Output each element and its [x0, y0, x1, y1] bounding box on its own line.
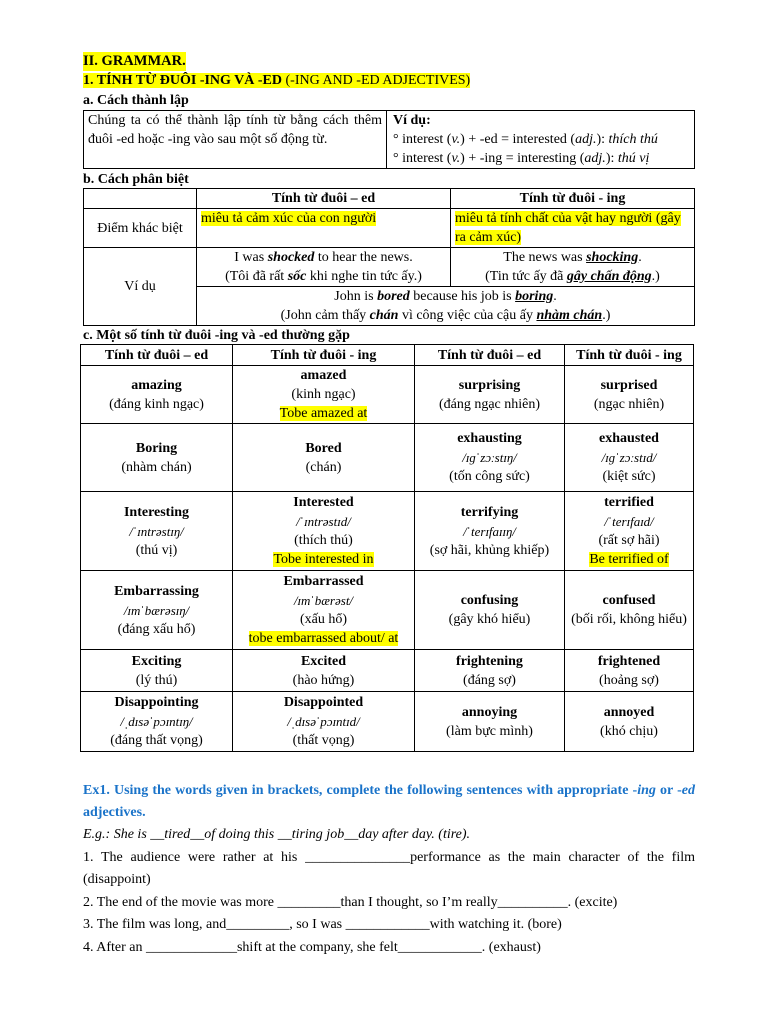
adj-meaning: (xấu hổ)	[299, 612, 348, 627]
adj-word: surprising	[458, 377, 521, 393]
combined-example	[197, 287, 695, 326]
text: ):	[596, 132, 609, 147]
comparison-table	[83, 188, 695, 326]
adj-ipa: /ˈterɪfaɪd/	[604, 514, 654, 529]
part-a-title: a. Cách thành lập	[83, 93, 189, 108]
header-ing-1: Tính từ đuôi - ing	[233, 345, 415, 366]
adj-meaning: (nhàm chán)	[121, 459, 192, 475]
vidu-label: Ví dụ:	[393, 113, 431, 128]
adj-word: surprised	[600, 377, 658, 393]
text: gây chấn động	[566, 269, 652, 284]
adj-word: Excited	[300, 653, 347, 669]
table-row	[81, 366, 694, 424]
text: John is	[334, 289, 378, 304]
text: .)	[602, 308, 611, 323]
text: boring	[515, 289, 554, 304]
ing-example-translation	[455, 267, 690, 286]
table-row	[81, 692, 694, 752]
adj-ipa: /ˌdɪsəˈpɔɪntɪŋ/	[120, 714, 193, 729]
adj-word: Bored	[305, 440, 342, 456]
text: ° interest (	[393, 132, 452, 147]
text: miêu tả tính chất của vật hay người (gây ra cảm xúc)	[455, 211, 681, 245]
text: (Tôi đã rất	[225, 269, 288, 284]
adj-cell	[415, 692, 565, 752]
ed-example-line	[201, 248, 446, 267]
adj-meaning: (đáng ngạc nhiên)	[438, 396, 541, 412]
adj-word: annoyed	[603, 704, 655, 720]
adj-word: Interested	[293, 495, 354, 510]
section-title-bold: 1. TÍNH TỪ ĐUÔI -ING VÀ -ED	[83, 73, 283, 88]
adj-cell	[415, 571, 565, 650]
adj-meaning: (tốn công sức)	[449, 469, 530, 484]
text: Ex1. Using the words given in brackets, complete the following sentences with appropriate -	[83, 783, 638, 798]
text: I was	[234, 250, 268, 265]
text: shocked	[267, 250, 315, 265]
text: ing	[637, 783, 656, 798]
adj-word: amazed	[300, 368, 347, 383]
adj-ipa: /ˈterɪfaɪɪŋ/	[463, 523, 516, 539]
adj-usage-note: Tobe interested in	[273, 552, 374, 567]
row-label-example: Ví dụ	[84, 248, 197, 326]
adj-meaning: (hoảng sợ)	[599, 672, 659, 688]
adj-cell	[81, 424, 233, 492]
text: ° interest (	[393, 151, 452, 166]
adj-ipa: /ɪɡˈzɔːstɪŋ/	[462, 450, 517, 465]
table-row	[81, 650, 694, 692]
adj-cell	[233, 692, 415, 752]
ed-example	[197, 248, 451, 287]
exercise-item: 4. After an _____________shift at the company, she felt____________. (exhaust)	[83, 939, 541, 955]
text: ):	[605, 151, 618, 166]
adj-cell	[565, 650, 694, 692]
adj-cell	[565, 424, 694, 492]
adj-meaning: (chán)	[305, 459, 342, 475]
adj-meaning: (đáng thất vọng)	[110, 733, 203, 748]
ed-difference	[197, 209, 451, 248]
text: because his job is	[409, 289, 516, 304]
ed-example-translation	[201, 267, 446, 286]
text: to hear the news.	[314, 250, 413, 265]
adj-meaning: (thích thú)	[294, 533, 353, 548]
adj-word: Interesting	[123, 504, 190, 520]
adj-word: Exciting	[131, 653, 182, 669]
adj-word: Embarrassing	[114, 583, 199, 599]
adj-word: terrified	[604, 495, 654, 510]
adj-word: exhausted	[599, 431, 659, 446]
grammar-heading-line	[83, 52, 695, 71]
adj-usage-note: Be terrified of	[589, 552, 669, 567]
exercise-item: 2. The end of the movie was more _________than I thought, so I’m really__________. (excite)	[83, 894, 618, 910]
adj-word: Boring	[135, 440, 178, 456]
section-title	[83, 73, 470, 88]
formation-example-2	[393, 149, 688, 168]
col-ed-header: Tính từ đuôi – ed	[197, 189, 451, 209]
adj-ipa: /ˈɪntrəstɪd/	[296, 514, 351, 529]
combined-example-translation	[201, 306, 690, 325]
adj-word: annoying	[461, 704, 518, 720]
part-c-title: c. Một số tính từ đuôi -ing và -ed thường gặp	[83, 328, 350, 343]
text: miêu tả cảm xúc của con người	[201, 211, 377, 226]
adj-ipa: /ɪmˈbærəst/	[293, 593, 354, 608]
adj-cell	[565, 366, 694, 424]
adj-word: Disappointing	[114, 695, 199, 710]
exercise-item: 3. The film was long, and_________, so I was ____________with watching it. (bore)	[83, 917, 562, 932]
text: nhàm chán	[536, 308, 603, 323]
header-ed-1: Tính từ đuôi – ed	[81, 345, 233, 366]
adj-word: confusing	[460, 593, 519, 608]
adj-meaning: (rất sợ hãi)	[598, 533, 660, 548]
adj-usage-note: Tobe amazed at	[279, 406, 368, 421]
text: ) + -ing = interesting (	[460, 151, 585, 166]
adj-meaning: (sợ hãi, khủng khiếp)	[429, 542, 550, 558]
section-title-line	[83, 71, 695, 90]
text: adj.	[584, 151, 606, 166]
formation-examples	[387, 111, 695, 169]
header-ed-2: Tính từ đuôi – ed	[415, 345, 565, 366]
adj-word: Embarrassed	[283, 574, 364, 589]
adj-word: confused	[602, 593, 656, 608]
text: adj.	[575, 132, 597, 147]
adj-cell	[81, 492, 233, 571]
table-row	[81, 492, 694, 571]
adj-meaning: (bối rối, không hiểu)	[571, 612, 687, 627]
adj-word: exhausting	[457, 431, 522, 446]
adj-cell	[565, 571, 694, 650]
text: or -	[655, 783, 682, 798]
exercise-title	[83, 780, 695, 824]
adj-ipa: /ɪɡˈzɔːstɪd/	[601, 450, 657, 465]
text: .)	[651, 269, 660, 284]
adj-cell	[233, 571, 415, 650]
part-b-title: b. Cách phân biệt	[83, 172, 189, 187]
formation-table	[83, 110, 695, 169]
adj-cell	[233, 424, 415, 492]
text: (Tin tức ấy đã	[485, 269, 567, 284]
table-row	[81, 571, 694, 650]
text: khi nghe tin tức ấy.)	[306, 269, 422, 284]
adj-cell	[415, 492, 565, 571]
adj-meaning: (thú vị)	[135, 542, 178, 558]
adj-ipa: /ɪmˈbærəsɪŋ/	[123, 602, 190, 618]
adj-meaning: (gây khó hiểu)	[448, 612, 531, 627]
adj-meaning: (lý thú)	[135, 672, 178, 688]
table-row	[81, 345, 694, 366]
adj-meaning: (đáng sợ)	[463, 672, 516, 688]
text: v.	[451, 132, 461, 147]
adj-word: Disappointed	[283, 695, 364, 710]
row-label-difference: Điểm khác biệt	[84, 209, 197, 248]
section-title-normal: (-ING AND -ED ADJECTIVES)	[282, 73, 471, 88]
text: ) + -ed = interested (	[460, 132, 576, 147]
formation-example-1	[393, 130, 688, 149]
adj-cell	[233, 650, 415, 692]
adj-meaning: (khó chịu)	[600, 723, 658, 739]
adjectives-table	[80, 344, 694, 752]
table-row	[84, 209, 695, 248]
adj-cell	[415, 650, 565, 692]
col-ing-header: Tính từ đuôi - ing	[451, 189, 695, 209]
adj-word: terrifying	[460, 504, 519, 520]
text: The news was	[503, 250, 587, 265]
header-ing-2: Tính từ đuôi - ing	[565, 345, 694, 366]
ing-example-line	[455, 248, 690, 267]
adj-word: frightening	[456, 653, 523, 669]
exercise-item: 1. The audience were rather at his _______________performance as the main character of the film (disappoint)	[83, 849, 695, 887]
table-row	[84, 189, 695, 209]
text: .	[553, 289, 557, 304]
text: thích thú	[608, 132, 658, 147]
text: adjectives.	[83, 805, 146, 820]
adj-word: frightened	[597, 653, 661, 669]
adj-cell	[81, 692, 233, 752]
text: (John cảm thấy	[280, 308, 370, 323]
ing-example	[451, 248, 695, 287]
text: bored	[377, 289, 410, 304]
table-row	[81, 424, 694, 492]
adj-cell	[81, 571, 233, 650]
text: thú vị	[617, 151, 650, 166]
empty-cell	[84, 189, 197, 209]
adj-meaning: (hào hứng)	[292, 672, 355, 688]
adj-ipa: /ˈɪntrəstɪŋ/	[129, 523, 184, 539]
document-page	[83, 52, 695, 959]
exercise-example: E.g.: She is __tired__of doing this __tiring job__day after day. (tire).	[83, 827, 471, 842]
text: sốc	[287, 269, 307, 284]
ing-difference	[451, 209, 695, 248]
text: chán	[369, 308, 399, 323]
table-row	[84, 248, 695, 287]
adj-meaning: (ngạc nhiên)	[593, 396, 665, 412]
adj-meaning: (đáng kinh ngạc)	[109, 396, 204, 412]
adj-word: amazing	[131, 377, 182, 393]
adj-usage-note: tobe embarrassed about/ at	[248, 631, 399, 646]
adj-meaning: (kiệt sức)	[602, 469, 656, 484]
text: ed	[681, 783, 696, 798]
adj-cell	[81, 650, 233, 692]
text: v.	[451, 151, 461, 166]
text: shocking	[586, 250, 639, 265]
adj-cell	[415, 424, 565, 492]
adj-cell	[81, 366, 233, 424]
adj-cell	[415, 366, 565, 424]
adj-meaning: (thất vọng)	[292, 733, 355, 748]
adj-ipa: /ˌdɪsəˈpɔɪntɪd/	[287, 714, 360, 729]
grammar-heading: II. GRAMMAR.	[83, 53, 186, 69]
text: vì công việc của cậu ấy	[398, 308, 537, 323]
adj-cell	[233, 366, 415, 424]
adj-meaning: (đáng xấu hổ)	[117, 621, 196, 637]
text: .	[638, 250, 642, 265]
adj-meaning: (làm bực mình)	[446, 723, 533, 739]
adj-meaning: (kinh ngạc)	[291, 387, 356, 402]
formation-description: Chúng ta có thể thành lập tính từ bằng cách thêm đuôi -ed hoặc -ing vào sau một số động từ.	[84, 111, 387, 169]
combined-example-line	[201, 287, 690, 306]
adj-cell	[565, 492, 694, 571]
adj-cell	[565, 692, 694, 752]
adj-cell	[233, 492, 415, 571]
table-row	[84, 111, 695, 169]
